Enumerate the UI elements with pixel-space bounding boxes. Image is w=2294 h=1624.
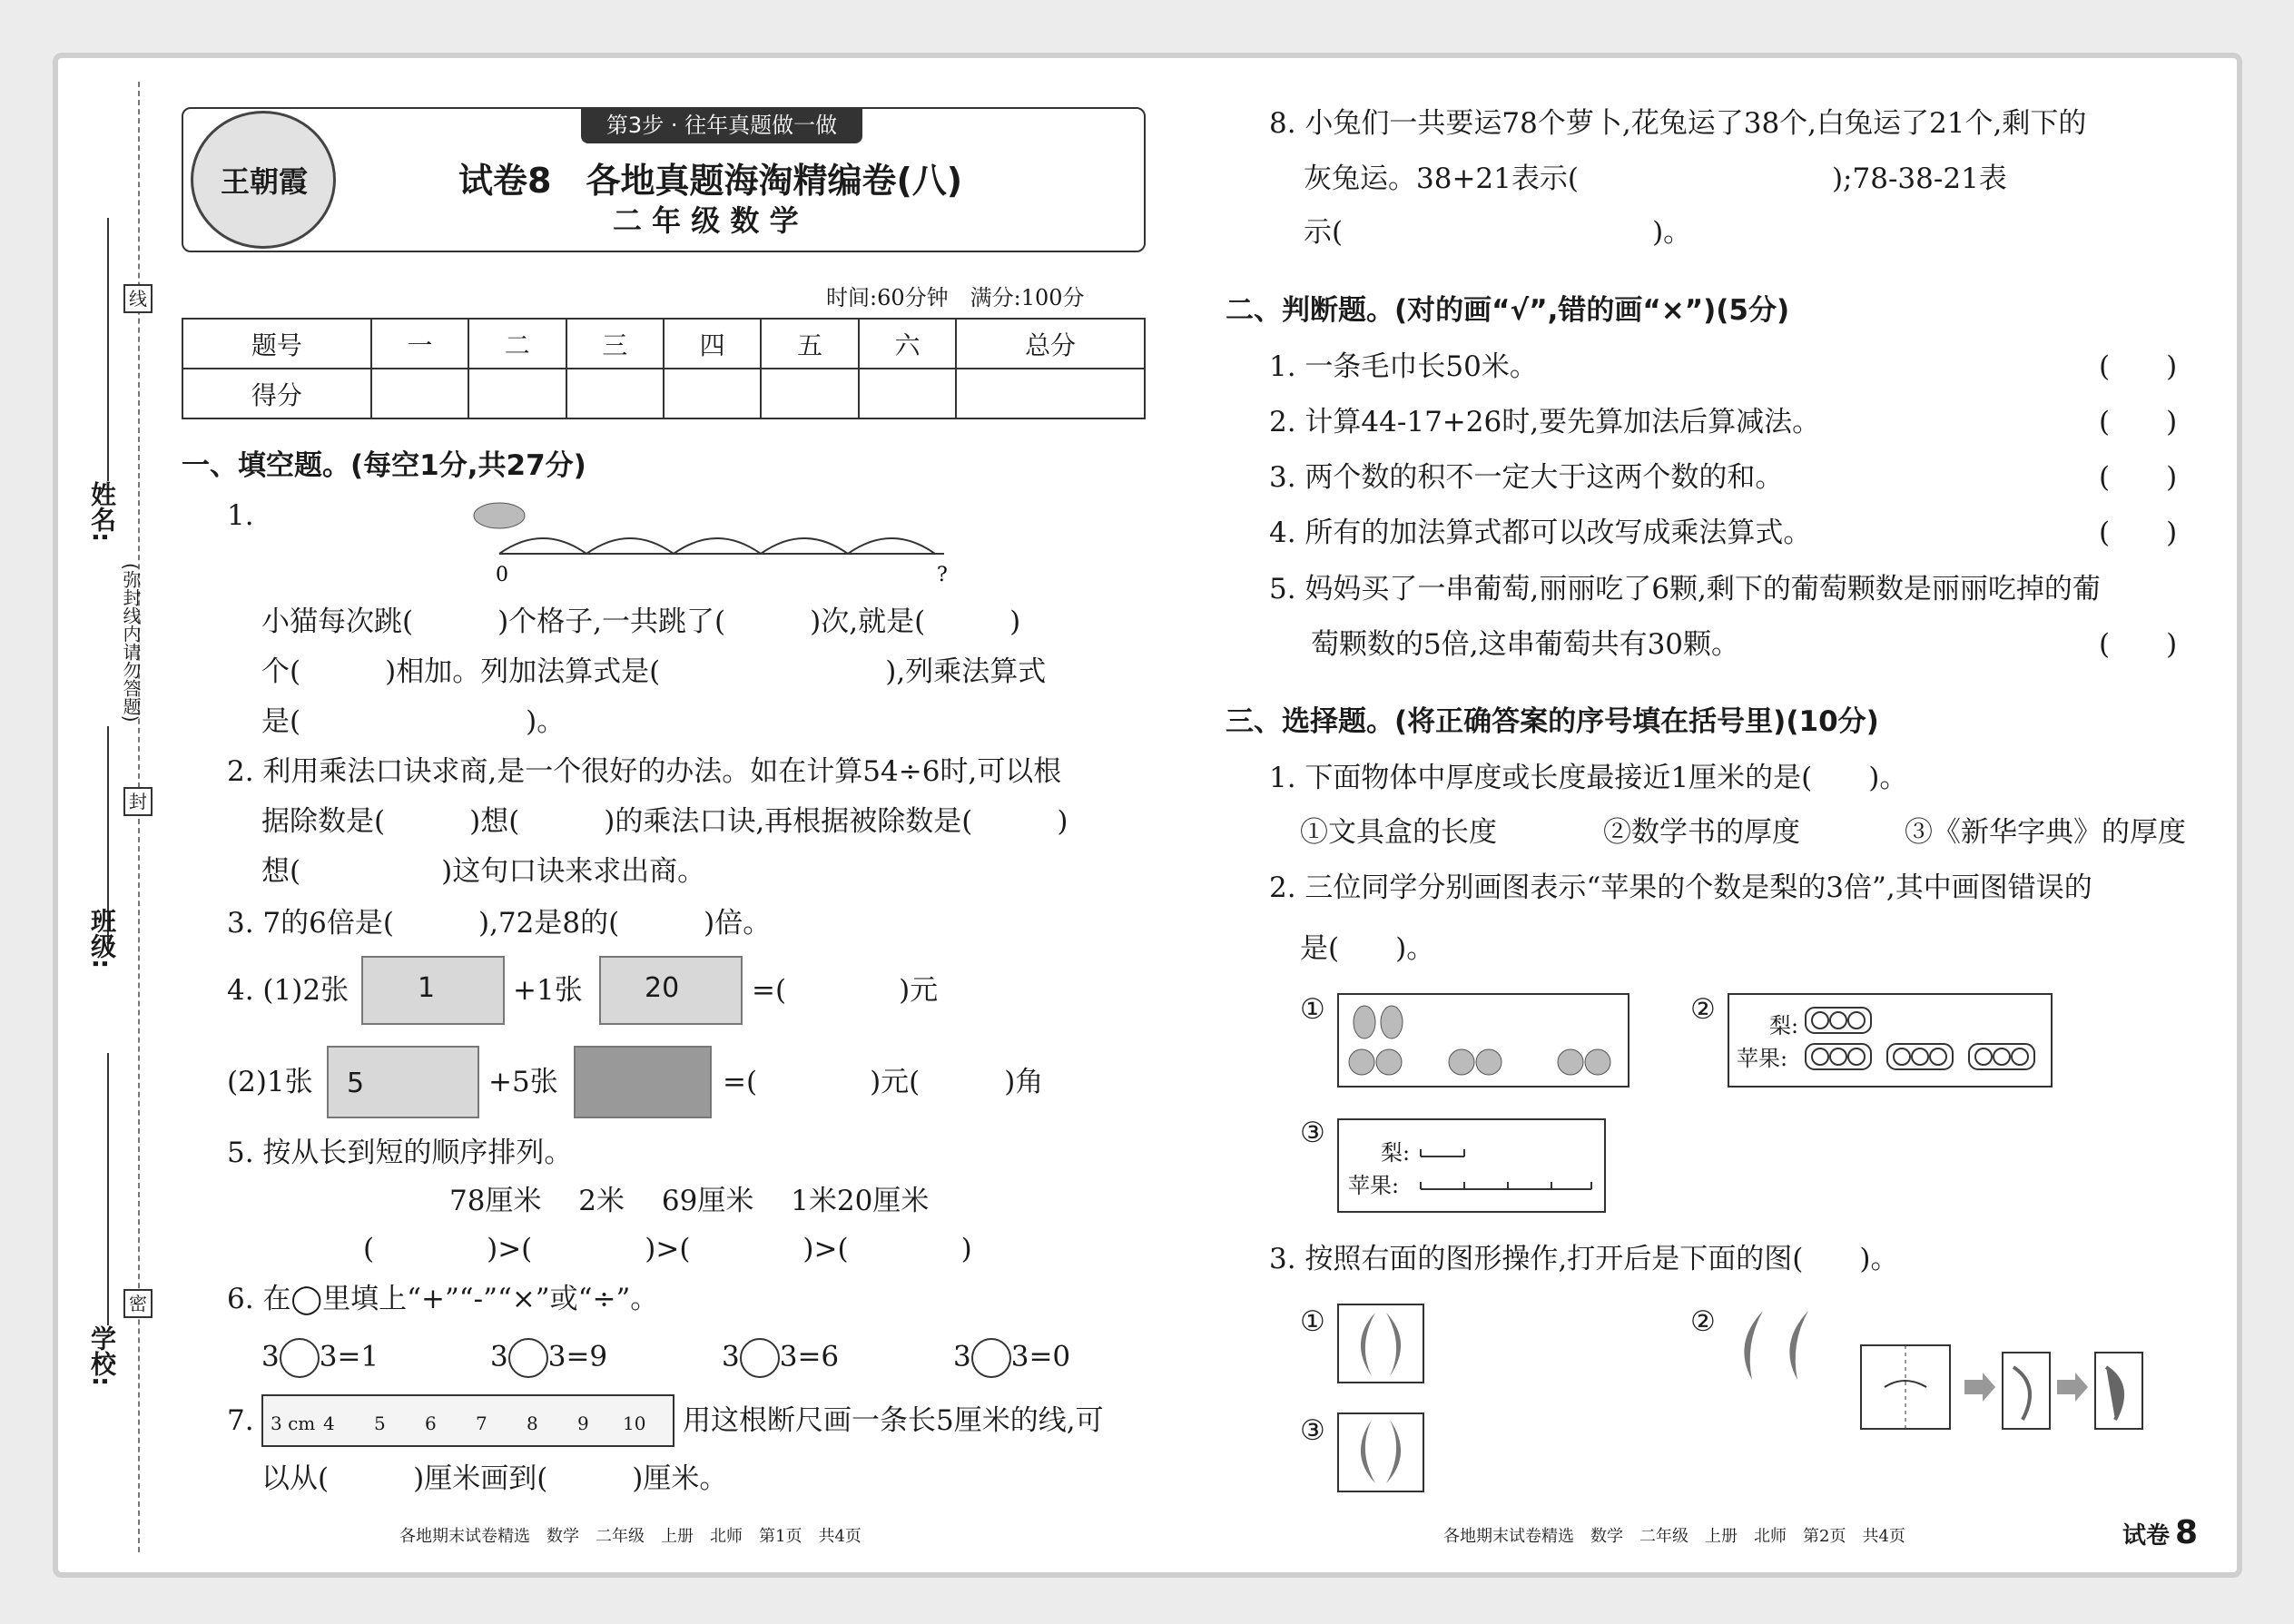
score-input-cell[interactable] [468,369,566,418]
score-table-cell: 二 [468,319,566,369]
operator-circle[interactable] [508,1338,548,1378]
q5-line: 5. 按从长到短的顺序排列。 [227,1137,573,1169]
option3-drawing[interactable] [1337,1118,1606,1213]
q5-blanks: ( )>( )>( )>( ) [363,1233,972,1265]
banknote-5-yuan: 5 [327,1046,479,1118]
pear-label: 梨: [1381,1140,1411,1166]
q7-line1: 用这根断尺画一条长5厘米的线,可 [683,1404,1104,1437]
logo-text: 王朝霞 [220,164,308,199]
judge-item-5-line2: 萄颗数的5倍,这串葡萄共有30颗。 [1311,628,1740,661]
choice-q2-line2: 是( )。 [1300,932,1435,965]
judge-blank-4[interactable]: ( ) [2099,517,2178,549]
q2-line3: 想( )这句口诀来求出商。 [261,855,706,888]
ruler-label: 7 [476,1412,487,1434]
q6-item-4: 3 3=0 [953,1338,1070,1378]
score-input-cell[interactable] [566,369,664,418]
choice-q2-line1: 2. 三位同学分别画图表示“苹果的个数是梨的3倍”,其中画图错误的 [1269,871,2092,904]
q1-number-line [463,497,971,588]
q4a-mid: +1张 [513,974,583,1007]
option1-label: ① [1300,993,1325,1026]
operator-circle[interactable] [280,1338,320,1378]
ruler-label: 10 [623,1412,646,1434]
ruler-label: 9 [577,1412,589,1434]
exam-title: 试卷8 各地真题海淘精编卷(八) [458,161,963,201]
q6-item-2: 3 3=9 [490,1338,607,1378]
judge-item-4: 4. 所有的加法算式都可以改写成乘法算式。 [1269,517,1812,549]
q4b-post: =( )元( )角 [723,1066,1044,1098]
option1-drawing[interactable] [1337,993,1629,1088]
section3-title: 三、选择题。(将正确答案的序号填在括号里)(10分) [1226,705,1879,738]
exam-subtitle: 二 年 级 数 学 [613,203,799,238]
ruler-label: 6 [425,1412,437,1434]
choice-q1-opt3: ③《新华字典》的厚度 [1905,816,2186,849]
q1-number: 1. [227,499,254,532]
q3-line: 3. 7的6倍是( ),72是8的( )倍。 [227,907,772,940]
apple-label: 苹果: [1348,1173,1400,1198]
banknote-1-jiao [574,1046,712,1118]
q1-line3: 是( )。 [261,705,566,738]
q3-option3-label: ③ [1300,1414,1325,1447]
q3-option2-label: ② [1690,1305,1716,1338]
score-table-score-row [182,369,1145,418]
logo-seal [191,111,336,249]
score-table-cell: 五 [761,319,858,369]
q6-item-1: 3 3=1 [261,1338,379,1378]
ruler-label: 3 cm [271,1412,316,1434]
dolphin-pair-icon [1727,1304,1823,1385]
dolphin-option-1[interactable] [1337,1304,1424,1383]
dolphin-pair-icon [1339,1414,1423,1491]
q4a-pre: 4. (1)2张 [227,974,350,1007]
binding-mark-feng: 封 [123,787,153,816]
score-input-cell[interactable] [956,369,1145,418]
judge-item-5: 5. 妈妈买了一串葡萄,丽丽吃了6颗,剩下的葡萄颗数是丽丽吃掉的葡 [1269,573,2101,605]
judge-item-2: 2. 计算44-17+26时,要先算加法后算减法。 [1269,406,1821,438]
school-label: 学校: [87,1325,117,1387]
operator-circle[interactable] [971,1338,1011,1378]
q2-line1: 2. 利用乘法口诀求商,是一个很好的办法。如在计算54÷6时,可以根 [227,755,1062,788]
q7-number: 7. [227,1404,254,1437]
score-table-cell: 题号 [182,319,371,369]
score-input-cell[interactable] [371,369,468,418]
judge-blank-5[interactable]: ( ) [2099,628,2178,661]
time-score-info: 时间:60分钟 满分:100分 [826,285,1085,310]
score-table-cell: 一 [371,319,468,369]
score-input-cell[interactable] [761,369,858,418]
score-table-header-row [182,319,1145,369]
score-table-cell: 四 [664,319,761,369]
binding-note: (弥封线内请勿答题) [120,563,142,723]
footer-right: 各地期末试卷精选 数学 二年级 上册 北师 第2页 共4页 [1443,1527,1905,1546]
q1-line2: 个( )相加。列加法算式是( ),列乘法算式 [261,655,1047,688]
score-table-cell: 三 [566,319,664,369]
choice-q1-opt2: ②数学书的厚度 [1603,816,1800,849]
q6-item-3: 3 3=6 [722,1338,839,1378]
score-table-cell: 六 [859,319,956,369]
banknote-1-yuan: 1 [361,956,505,1025]
q2-line2: 据除数是( )想( )的乘法口诀,再根据被除数是( ) [261,805,1068,838]
choice-q1: 1. 下面物体中厚度或长度最接近1厘米的是( )。 [1269,762,1908,794]
school-line [107,1053,109,1325]
name-label: 姓名: [87,481,117,543]
axis-end-label: ? [937,564,948,586]
q3-option1-label: ① [1300,1305,1325,1338]
score-input-cell[interactable] [859,369,956,418]
circle-groups-icon [1804,1002,2049,1084]
score-input-cell[interactable] [664,369,761,418]
choice-q3: 3. 按照右面的图形操作,打开后是下面的图( )。 [1269,1243,1899,1275]
option2-label: ② [1690,993,1716,1026]
section2-title: 二、判断题。(对的画“√”,错的画“×”)(5分) [1226,294,1790,327]
axis-start-label: 0 [496,564,508,586]
footer-left: 各地期末试卷精选 数学 二年级 上册 北师 第1页 共4页 [399,1527,861,1546]
pear-label: 梨: [1769,1013,1799,1038]
judge-blank-1[interactable]: ( ) [2099,350,2178,383]
name-line [107,218,109,481]
ruler-label: 4 [323,1412,335,1434]
pears-apples-icon [1339,995,1628,1086]
broken-ruler [261,1394,674,1447]
option2-drawing[interactable] [1728,993,2053,1088]
q1-line1: 小猫每次跳( )个格子,一共跳了( )次,就是( ) [261,605,1021,638]
judge-blank-2[interactable]: ( ) [2099,406,2178,438]
score-table [182,318,1146,419]
score-table-cell: 总分 [956,319,1145,369]
binding-mark-mi: 密 [123,1289,153,1318]
q8-line2: 灰兔运。38+21表示( );78-38-21表 [1304,162,2007,195]
segment-diagram-icon [1419,1129,1600,1211]
q8-line1: 8. 小兔们一共要运78个萝卜,花兔运了38个,白兔运了21个,剩下的 [1269,107,2087,140]
q4b-pre: (2)1张 [227,1066,313,1098]
banknote-20-yuan: 20 [599,956,743,1025]
option3-label: ③ [1300,1117,1325,1149]
judge-item-1: 1. 一条毛巾长50米。 [1269,350,1538,383]
class-label: 班级: [87,908,117,969]
q4a-post: =( )元 [752,974,939,1007]
ruler-label: 8 [527,1412,538,1434]
apple-label: 苹果: [1737,1046,1788,1071]
q8-line3: 示( )。 [1304,216,1692,249]
binding-mark-xian: 线 [123,284,153,313]
exam-badge-label: 试卷 [2122,1522,2171,1550]
judge-blank-3[interactable]: ( ) [2099,461,2178,494]
q5-items: 78厘米 2米 69厘米 1米20厘米 [449,1185,930,1217]
section1-title: 一、填空题。(每空1分,共27分) [182,449,586,482]
q6-line: 6. 在◯里填上“+”“-”“×”或“÷”。 [227,1283,659,1315]
choice-q1-opt1: ①文具盒的长度 [1300,816,1497,849]
exam-badge-number: 8 [2175,1514,2199,1551]
exam-badge [2122,1514,2198,1551]
q4b-mid: +5张 [488,1066,558,1098]
score-table-cell: 得分 [182,369,371,418]
q7-line2: 以从( )厘米画到( )厘米。 [261,1462,728,1495]
dolphin-option-2[interactable] [1727,1304,1823,1385]
step-badge: 第3步 · 往年真题做一做 [581,107,862,143]
dolphin-option-3[interactable] [1337,1412,1424,1492]
judge-item-3: 3. 两个数的积不一定大于这两个数的和。 [1269,461,1784,494]
ruler-label: 5 [374,1412,386,1434]
folding-operation-icon [1859,1340,2168,1440]
operator-circle[interactable] [740,1338,780,1378]
dolphin-pair-icon [1339,1305,1423,1382]
